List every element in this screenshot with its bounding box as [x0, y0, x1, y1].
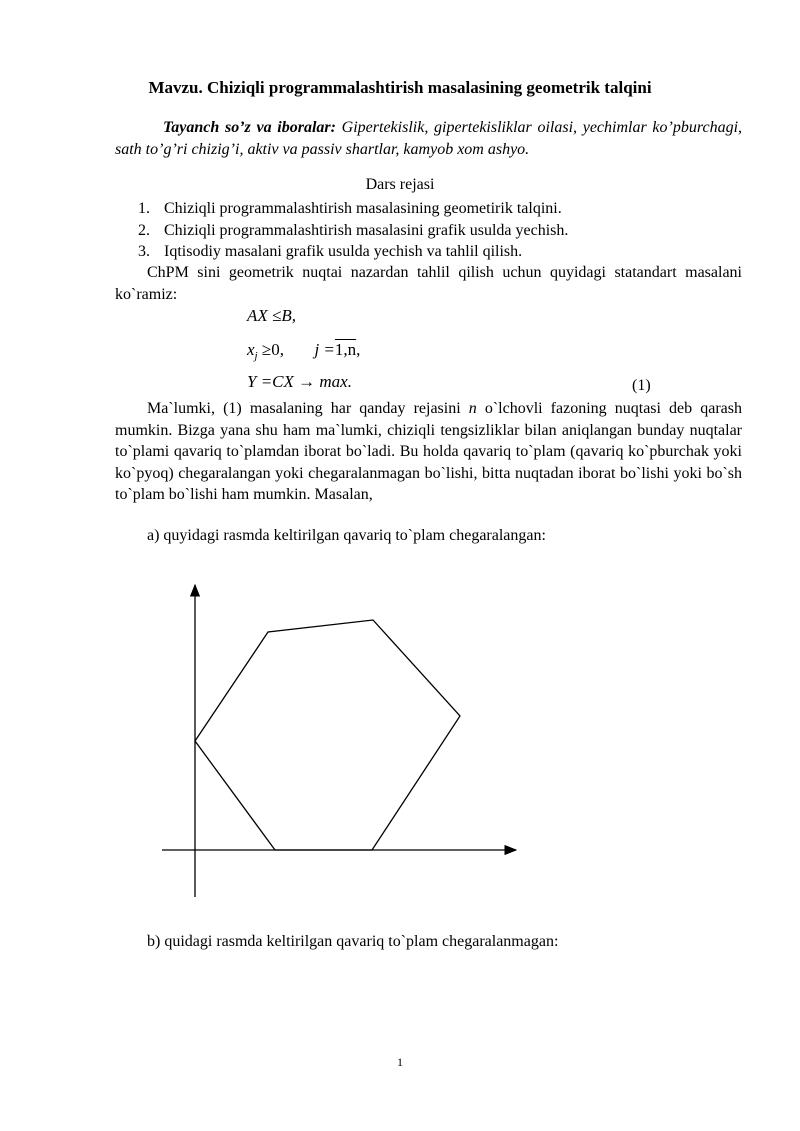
keywords-label: Tayanch so’z va iboralar: [163, 119, 336, 136]
convex-polygon [195, 620, 460, 850]
equation-number: (1) [632, 377, 651, 394]
page-title: Mavzu. Chiziqli programmalashtirish masalasining geometrik talqini [148, 78, 652, 97]
intro-paragraph: ChPM sini geometrik nuqtai nazardan tahlil qilish uchun quyidagi statandart masalani ko`ramiz: [115, 264, 742, 303]
bounded-convex-set-figure [150, 575, 530, 905]
page-number: 1 [397, 1055, 403, 1069]
keywords-text: Gipertekislik, gipertekisliklar oilasi, yechimlar ko’pburchagi, sath to’g’ri chizig’i, aktiv va passiv shartlar, kamyob xom ashyo. [115, 119, 743, 158]
formula-line-3: Y =CX → max. [247, 372, 352, 391]
case-a-caption: a) quyidagi rasmda keltirilgan qavariq to`plam chegaralangan: [147, 527, 546, 544]
keywords-paragraph [115, 117, 742, 160]
plan-title: Dars rejasi [365, 176, 435, 193]
plan-list [138, 198, 568, 263]
plan-item: 1. Chiziqli programmalashtirish masalasining geometirik talqini. [138, 200, 562, 217]
body-paragraph: Ma`lumki, (1) masalaning har qanday rejasini n o`lchovli fazoning nuqtasi deb qarash mumkin. Bizga yana shu ham ma`lumki, chiziqli tengsizliklar bilan aniqlangan bunday nuqtalar to`plami qavariq to`plamdan iborat bo`ladi. Bu holda qavariq to`plam (qavariq ko`pburchak yoki ko`pyoq) chegaralangan yoki chegaralanmagan bo`lishi, bitta nuqtadan iborat bo`lishi yoki bo`sh to`plam bo`lishi ham mumkin. Masalan, [115, 400, 742, 503]
formula-line-1: AX ≤B, [247, 306, 296, 325]
formula-line-2: $x_j \ge 0$, j =1,n, [247, 340, 361, 362]
plan-item: 2. Chiziqli programmalashtirish masalasini grafik usulda yechish. [138, 221, 569, 239]
case-b-caption: b) quidagi rasmda keltirilgan qavariq to`plam chegaralanmagan: [147, 933, 559, 950]
plan-item: 3. Iqtisodiy masalani grafik usulda yechish va tahlil qilish. [138, 243, 523, 260]
